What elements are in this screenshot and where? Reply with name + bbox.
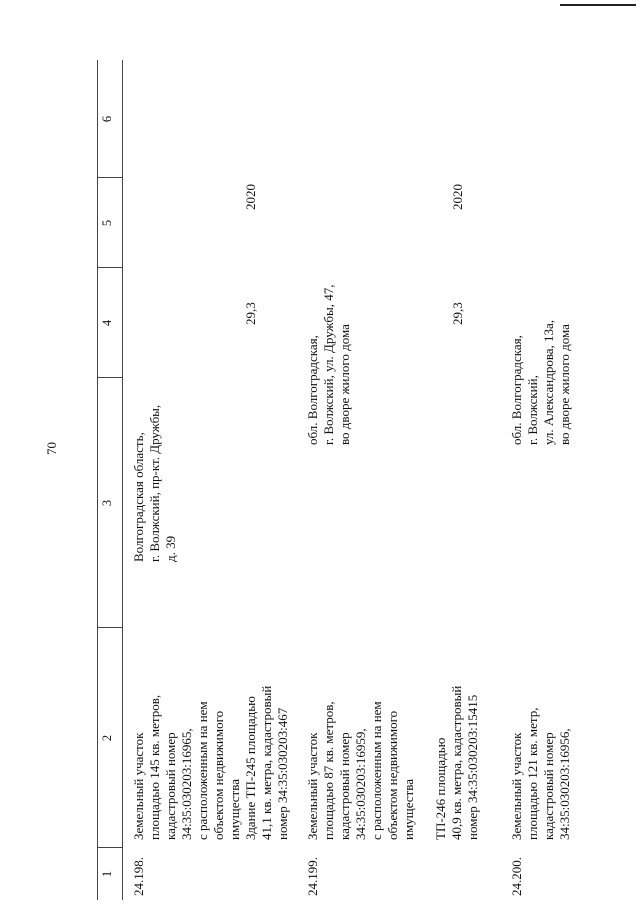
row-number: 24.200.	[509, 857, 524, 896]
address: Волгоградская область, г. Волжский, пр-кт. Дружбы, д. 39	[131, 404, 178, 562]
address: обл. Волгоградская, г. Волжский, ул. Дружбы, 47, во дворе жилого дома	[305, 284, 352, 445]
column-header-5: 5	[100, 219, 114, 227]
land-plot-description: Земельный участок площадью 121 кв. метр, кадастровый номер 34:35:030203:16956,	[509, 707, 572, 840]
table-top-border	[97, 60, 98, 900]
column-header-4: 4	[100, 319, 114, 327]
column-header-1: 1	[100, 870, 114, 878]
column-header-2: 2	[100, 734, 114, 742]
year-value: 2020	[243, 184, 258, 210]
document-table-rotated	[95, 60, 620, 900]
table	[95, 60, 620, 900]
row-number: 24.198.	[131, 857, 146, 896]
year-value: 2020	[450, 184, 465, 210]
column-header-6: 6	[100, 115, 114, 123]
land-plot-description: Земельный участок площадью 145 кв. метров, кадастровый номер 34:35:030203:16965, с расположенным на нем объектом недвижимого имущества	[131, 694, 242, 840]
area-value: 29,3	[450, 302, 465, 325]
header-bottom-border	[122, 60, 123, 900]
corner-mark	[560, 4, 636, 6]
row-number: 24.199.	[305, 857, 320, 896]
building-description: Здание ТП-245 площадью 41,1 кв. метра, кадастровый номер 34:35:030203:467	[243, 685, 290, 840]
land-plot-description: Земельный участок площадью 87 кв. метров, кадастровый номер 34:35:030203:16959, с расположенным на нем объектом недвижимого имущества	[305, 701, 416, 840]
building-description: ТП-246 площадью 40,9 кв. метра, кадастровый номер 34:35:030203:15415	[433, 685, 480, 840]
area-value: 29,3	[243, 302, 258, 325]
column-header-3: 3	[100, 499, 114, 507]
page-number: 70	[44, 442, 59, 455]
address: обл. Волгоградская, г. Волжский, ул. Александрова, 13а, во дворе жилого дома	[509, 319, 572, 445]
